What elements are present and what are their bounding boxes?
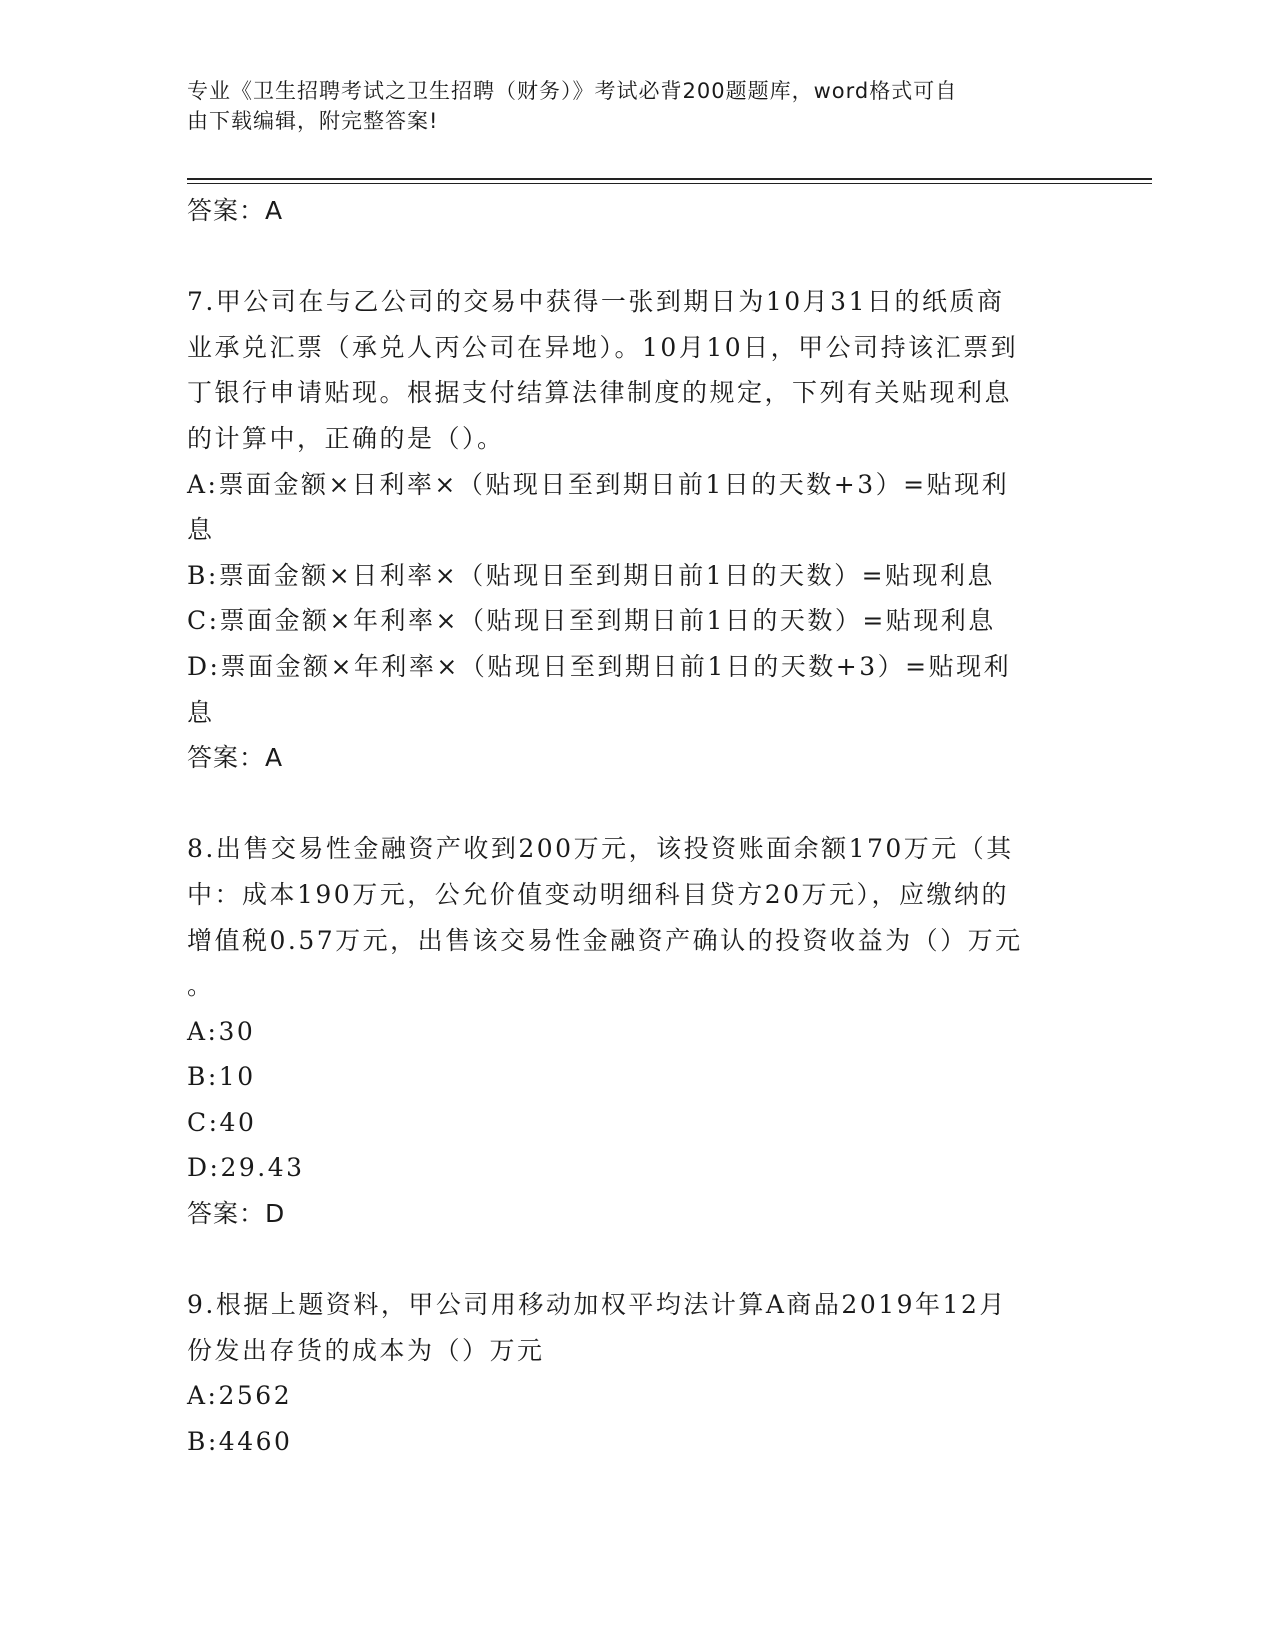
spacer [187, 234, 1087, 280]
question-7-option-b: B:票面金额×日利率×（贴现日至到期日前1日的天数）=贴现利息 [187, 560, 996, 590]
question-9-line-2: 份发出存货的成本为（）万元 [187, 1335, 545, 1365]
spacer [187, 781, 1087, 827]
question-8-line-2: 中：成本190万元，公允价值变动明细科目贷方20万元），应缴纳的 [187, 879, 1010, 909]
question-8-line-3: 增值税0.57万元，出售该交易性金融资产确认的投资收益为（）万元 [187, 925, 1023, 955]
question-9-option-b: B:4460 [187, 1427, 293, 1457]
document-header [187, 76, 1067, 136]
header-divider-thin [187, 183, 1152, 184]
question-8-option-d: D:29.43 [187, 1153, 305, 1183]
question-7-option-a-cont: 息 [187, 515, 215, 545]
question-7-line-1: 7.甲公司在与乙公司的交易中获得一张到期日为10月31日的纸质商 [187, 287, 1005, 317]
question-9 [187, 1282, 1087, 1464]
question-8 [187, 826, 1087, 1236]
question-7-line-4: 的计算中，正确的是（）。 [187, 423, 505, 453]
question-8-line-4: 。 [187, 971, 215, 1001]
question-7-line-3: 丁银行申请贴现。根据支付结算法律制度的规定，下列有关贴现利息 [187, 378, 1013, 408]
question-8-option-b: B:10 [187, 1062, 256, 1092]
question-7-option-c: C:票面金额×年利率×（贴现日至到期日前1日的天数）=贴现利息 [187, 606, 996, 636]
question-8-option-a: A:30 [187, 1016, 256, 1046]
question-7-option-d-cont: 息 [187, 697, 215, 727]
question-8-option-c: C:40 [187, 1107, 257, 1137]
question-9-option-a: A:2562 [187, 1381, 293, 1411]
spacer [187, 1237, 1087, 1283]
document-body [187, 188, 1087, 1465]
header-line-2: 由下载编辑，附完整答案! [187, 109, 439, 133]
question-9-line-1: 9.根据上题资料，甲公司用移动加权平均法计算A商品2019年12月 [187, 1290, 1007, 1320]
question-7-line-2: 业承兑汇票（承兑人丙公司在异地）。10月10日，甲公司持该汇票到 [187, 332, 1019, 362]
question-7 [187, 279, 1087, 781]
question-8-answer: 答案：D [187, 1199, 286, 1229]
header-divider-thick [187, 178, 1152, 180]
question-7-option-d: D:票面金额×年利率×（贴现日至到期日前1日的天数+3）=贴现利 [187, 651, 1012, 681]
header-line-1: 专业《卫生招聘考试之卫生招聘（财务）》考试必背200题题库，word格式可自 [187, 79, 958, 103]
previous-answer: 答案：A [187, 196, 284, 225]
question-7-answer: 答案：A [187, 743, 284, 773]
question-8-line-1: 8.出售交易性金融资产收到200万元，该投资账面余额170万元（其 [187, 834, 1014, 864]
question-7-option-a: A:票面金额×日利率×（贴现日至到期日前1日的天数+3）=贴现利 [187, 469, 1010, 499]
